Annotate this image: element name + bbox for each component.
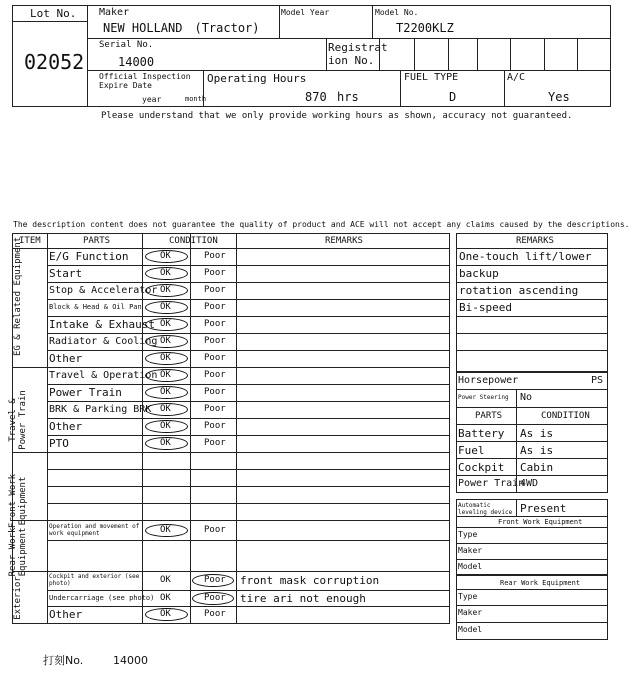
ok-mark: OK — [160, 387, 171, 397]
remark-item: backup — [459, 267, 499, 280]
row-part: BRK & Parking BRK — [49, 403, 152, 415]
poor-mark: Poor — [204, 387, 226, 397]
divider — [504, 70, 505, 107]
year-label: year — [142, 95, 162, 104]
row-divider — [47, 590, 450, 591]
remarks-divider — [456, 350, 608, 351]
divider — [372, 5, 373, 38]
row-part: Start — [49, 267, 83, 280]
row-part: Other — [49, 352, 83, 365]
poor-mark: Poor — [204, 575, 226, 585]
ok-mark: OK — [160, 575, 171, 585]
rear-type-label: Type — [458, 592, 478, 601]
remark-item: rotation ascending — [459, 284, 579, 297]
divider — [87, 70, 611, 71]
col-remarks: REMARKS — [325, 236, 363, 246]
divider — [448, 38, 449, 70]
horsepower-label: Horsepower — [458, 375, 519, 386]
row-part: Travel & Operation — [49, 369, 158, 381]
divider — [190, 233, 191, 624]
remarks-divider — [456, 316, 608, 317]
divider — [456, 589, 608, 590]
divider — [456, 622, 608, 623]
row-part: PTO — [49, 437, 69, 450]
row-part: Intake & Exhaust — [49, 318, 155, 331]
hours-unit: hrs — [337, 90, 359, 104]
divider — [456, 605, 608, 606]
fuel-label: Fuel — [458, 444, 485, 457]
row-divider — [47, 503, 450, 504]
row-divider — [47, 540, 450, 541]
divider — [236, 233, 237, 624]
auto-leveling-value: Present — [520, 502, 567, 515]
ok-circle-icon — [145, 608, 188, 621]
ok-mark: OK — [160, 609, 171, 619]
fuel-type-value: D — [449, 90, 457, 104]
maker-value: NEW HOLLAND (Tractor) — [103, 21, 260, 35]
row-divider — [12, 248, 450, 249]
row-divider — [47, 435, 450, 436]
model-no-value: T2200KLZ — [396, 21, 454, 35]
rear-maker-label: Maker — [458, 608, 483, 617]
remarks-title: REMARKS — [516, 236, 554, 246]
ok-mark: OK — [160, 353, 171, 363]
parts-label: PARTS — [475, 411, 503, 421]
row-divider — [47, 469, 450, 470]
ok-circle-icon — [145, 352, 188, 365]
ok-mark: OK — [160, 524, 171, 535]
front-type-label: Type — [458, 530, 478, 539]
section-exterior: Exterior — [13, 576, 23, 620]
poor-mark: Poor — [204, 268, 226, 278]
remarks-divider — [456, 248, 608, 249]
poor-mark: Poor — [204, 609, 226, 619]
poor-mark: Poor — [204, 336, 226, 346]
ok-mark: OK — [160, 404, 171, 414]
horsepower-unit: PS — [591, 375, 604, 386]
divider — [456, 458, 608, 459]
power-train-value: 4WD — [520, 478, 539, 489]
row-part: Block & Head & Oil Pan — [49, 303, 142, 311]
fuel-type-label: FUEL TYPE — [404, 72, 459, 83]
divider — [477, 38, 478, 70]
row-divider — [47, 265, 450, 266]
battery-value: As is — [520, 427, 554, 440]
lot-number: 02052 — [24, 50, 85, 74]
divider — [456, 516, 608, 517]
poor-mark: Poor — [204, 302, 226, 312]
hours-label: Operating Hours — [207, 72, 307, 85]
row-part: Power Train — [49, 386, 122, 399]
ac-value: Yes — [548, 90, 570, 104]
row-divider — [47, 606, 450, 607]
row-part: Radiator & Cooling — [49, 335, 158, 347]
ok-mark: OK — [160, 370, 171, 380]
remarks-divider — [456, 282, 608, 283]
row-part: E/G Function — [49, 250, 129, 263]
hours-value: 870 — [305, 90, 327, 104]
registration-label: Registrat ion No. — [328, 41, 388, 67]
poor-mark: Poor — [204, 353, 226, 363]
ac-label: A/C — [507, 72, 526, 83]
row-part: Cockpit and exterior (see photo) — [49, 573, 140, 587]
divider — [544, 38, 545, 70]
divider — [414, 38, 415, 70]
poor-mark: Poor — [204, 404, 226, 414]
row-divider — [47, 316, 450, 317]
power-train-label: Power Train — [458, 478, 525, 489]
auto-leveling-label: Automatic leveling device — [458, 502, 513, 516]
divider — [456, 389, 608, 390]
fuel-value: As is — [520, 444, 554, 457]
front-maker-label: Maker — [458, 546, 483, 555]
col-condition: CONDITION — [169, 236, 218, 246]
row-divider — [12, 367, 450, 368]
remarks-divider — [456, 299, 608, 300]
divider — [279, 5, 280, 38]
row-divider — [47, 299, 450, 300]
ok-mark: OK — [160, 438, 171, 448]
row-divider — [12, 571, 450, 572]
power-steering-label: Power Steering — [458, 394, 509, 401]
divider — [577, 38, 578, 70]
ok-mark: OK — [160, 336, 171, 346]
remark-item: One-touch lift/lower — [459, 250, 592, 263]
divider — [47, 233, 48, 624]
row-part: Other — [49, 420, 83, 433]
ok-mark: OK — [160, 592, 171, 603]
condition-label: CONDITION — [541, 411, 590, 421]
divider — [516, 499, 517, 516]
ok-circle-icon — [145, 335, 188, 348]
row-part: Operation and movement of work equipment — [49, 523, 140, 537]
ok-mark: OK — [160, 285, 171, 295]
rear-model-label: Model — [458, 625, 483, 634]
maker-label: Maker — [99, 7, 130, 18]
poor-mark: Poor — [204, 285, 226, 295]
row-divider — [12, 452, 450, 453]
divider — [456, 527, 608, 528]
ok-mark: OK — [160, 319, 171, 329]
poor-mark: Poor — [204, 438, 226, 448]
remarks-divider — [456, 265, 608, 266]
description-note: The description content does not guarantee the quality of product and ACE will not accept any claims caused by the descriptions. — [13, 220, 630, 229]
ok-circle-icon — [145, 403, 188, 416]
ok-mark: OK — [160, 251, 171, 261]
month-label: month — [185, 95, 207, 103]
ok-mark: OK — [160, 268, 171, 278]
divider — [400, 70, 401, 107]
col-item: ITEM — [19, 236, 41, 246]
row-divider — [47, 486, 450, 487]
remarks-divider — [456, 333, 608, 334]
poor-mark: Poor — [204, 370, 226, 380]
ok-circle-icon — [145, 284, 188, 297]
poor-circle-icon — [192, 592, 234, 605]
row-divider — [47, 384, 450, 385]
divider — [12, 21, 87, 22]
ok-circle-icon — [145, 318, 188, 331]
divider — [456, 424, 608, 425]
row-divider — [12, 520, 450, 521]
row-divider — [47, 418, 450, 419]
row-divider — [47, 282, 450, 283]
row-divider — [47, 401, 450, 402]
row-remark: tire ari not enough — [240, 591, 366, 605]
rear-equipment-title: Rear Work Equipment — [500, 579, 581, 587]
ok-mark: OK — [160, 302, 171, 312]
section-rear: Rear Work Equipment — [8, 527, 28, 577]
front-model-label: Model — [458, 562, 483, 571]
divider — [326, 38, 327, 70]
ok-circle-icon — [145, 386, 188, 399]
divider — [87, 38, 611, 39]
serial-label: Serial No. — [99, 40, 154, 50]
section-front: Front Work Equipment — [8, 473, 28, 529]
poor-mark: Poor — [204, 319, 226, 329]
ok-circle-icon — [145, 420, 188, 433]
poor-mark: Poor — [204, 421, 226, 431]
poor-mark: Poor — [204, 592, 226, 603]
stamp-label: 打刻No. — [43, 654, 84, 667]
ok-circle-icon — [145, 301, 188, 314]
section-travel: Travel & Power Train — [8, 390, 28, 450]
ok-circle-icon — [145, 437, 188, 450]
row-divider — [47, 350, 450, 351]
row-part: Other — [49, 608, 83, 621]
divider — [456, 475, 608, 476]
ok-circle-icon — [145, 267, 188, 280]
hours-note: Please understand that we only provide working hours as shown, accuracy not guaranteed. — [101, 111, 573, 121]
stamp-value: 14000 — [113, 654, 148, 667]
ok-circle-icon — [145, 369, 188, 382]
battery-label: Battery — [458, 427, 505, 440]
power-steering-value: No — [520, 392, 533, 403]
front-equipment-title: Front Work Equipment — [498, 518, 583, 526]
lot-label: Lot No. — [30, 7, 77, 20]
cockpit-label: Cockpit — [458, 461, 505, 474]
ok-circle-icon — [145, 524, 188, 537]
model-year-label: Model Year — [281, 8, 330, 17]
divider — [456, 441, 608, 442]
divider — [456, 559, 608, 560]
poor-circle-icon — [192, 574, 234, 587]
poor-mark: Poor — [204, 524, 226, 535]
col-parts: PARTS — [83, 236, 111, 246]
row-divider — [47, 333, 450, 334]
ok-mark: OK — [160, 421, 171, 431]
serial-value: 14000 — [118, 55, 155, 69]
divider — [510, 38, 511, 70]
divider — [87, 5, 88, 107]
row-remark: front mask corruption — [240, 574, 380, 587]
row-part: Stop & Accelerator — [49, 284, 158, 296]
remark-item: Bi-speed — [459, 301, 512, 314]
section-eg: EG & Related Equipment — [13, 236, 23, 356]
divider — [456, 543, 608, 544]
row-part: Undercarriage (see photo) — [49, 593, 155, 602]
divider — [456, 407, 608, 408]
poor-mark: Poor — [204, 251, 226, 261]
inspection-label: Official Inspection Expire Date — [99, 72, 191, 90]
ok-circle-icon — [145, 250, 188, 263]
cockpit-value: Cabin — [520, 461, 554, 474]
model-no-label: Model No. — [375, 8, 419, 17]
